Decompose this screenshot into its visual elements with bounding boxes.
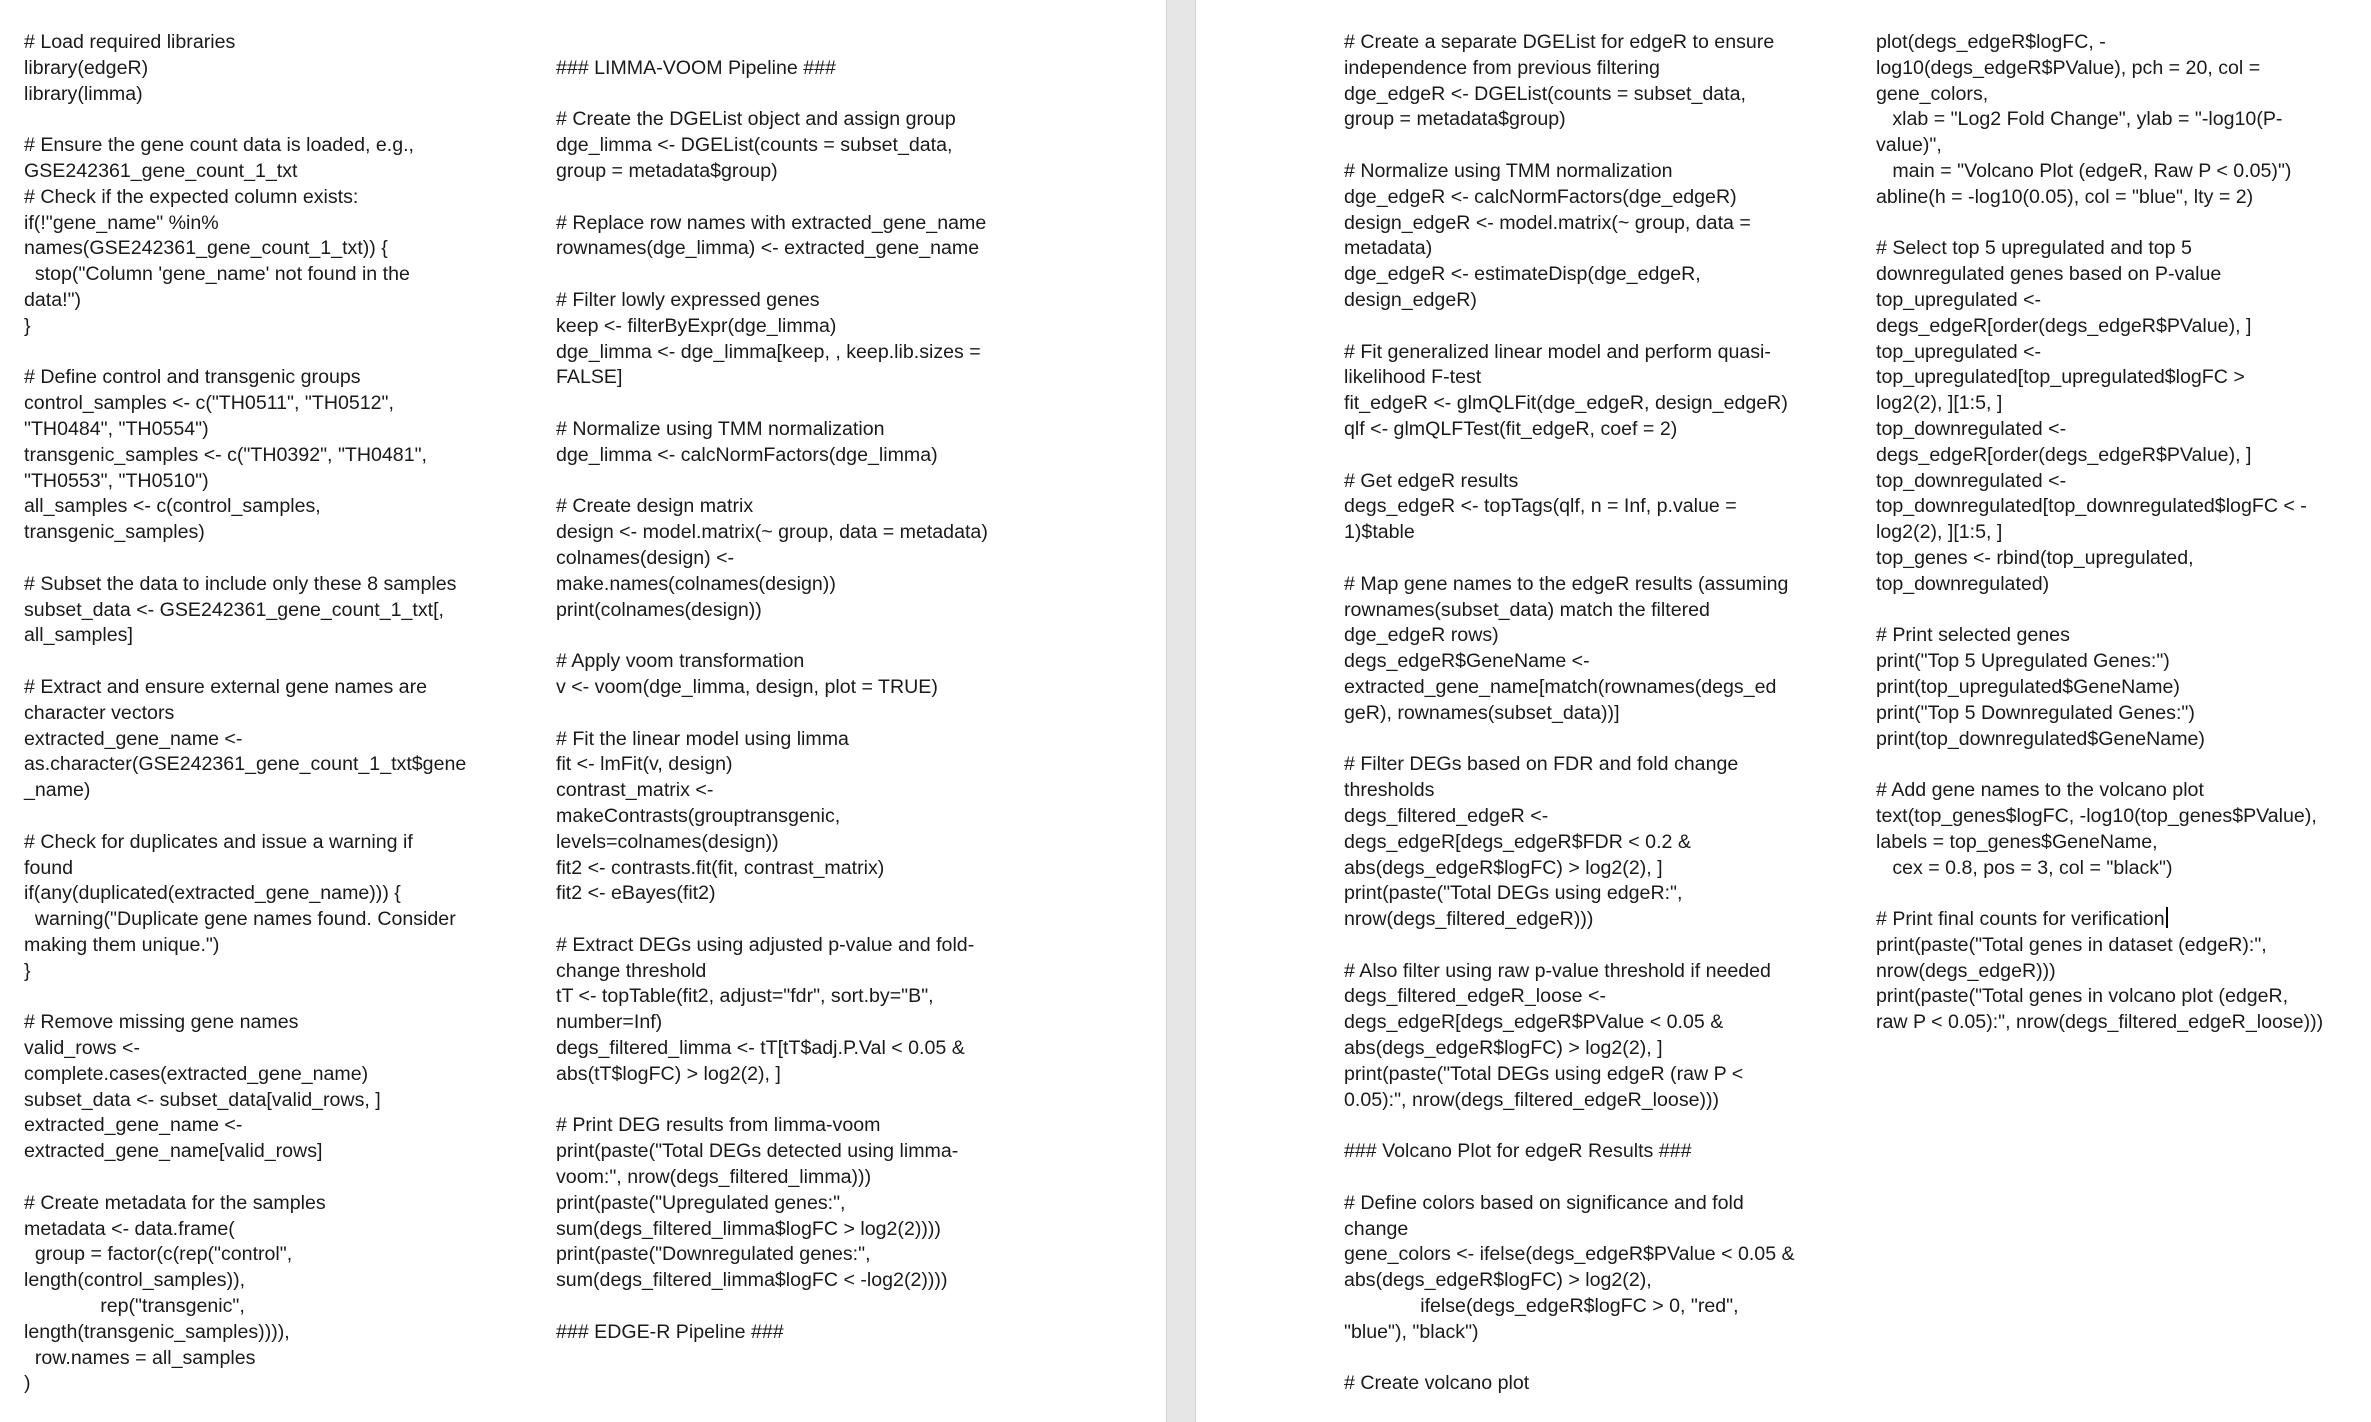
code-line: if(!"gene_name" %in% — [24, 211, 219, 234]
code-line: main = "Volcano Plot (edgeR, Raw P < 0.05)") — [1876, 159, 2292, 182]
code-line: degs_edgeR$GeneName <- — [1344, 650, 1590, 673]
code-line — [1344, 933, 1814, 959]
code-line: length(transgenic_samples)))), — [24, 1320, 290, 1343]
code-line: # Define colors based on significance and fold — [1344, 1191, 1744, 1214]
code-line: xlab = "Log2 Fold Change", ylab = "-log10(P- — [1876, 108, 2283, 131]
code-line: dge_edgeR rows) — [1344, 624, 1499, 647]
code-line — [1876, 598, 2346, 624]
code-line: top_downregulated[top_downregulated$logFC < - — [1876, 495, 2307, 518]
code-line: dge_edgeR <- estimateDisp(dge_edgeR, — [1344, 263, 1701, 286]
code-line — [24, 649, 494, 675]
code-line: _name) — [24, 779, 91, 802]
code-line: print(paste("Total genes in volcano plot (edgeR, — [1876, 985, 2289, 1008]
code-line: degs_edgeR[order(degs_edgeR$PValue), ] — [1876, 314, 2252, 337]
code-line: make.names(colnames(design)) — [556, 572, 836, 595]
code-line: independence from previous filtering — [1344, 56, 1660, 79]
code-line — [24, 804, 494, 830]
code-line: subset_data <- subset_data[valid_rows, ] — [24, 1088, 381, 1111]
code-line: log10(degs_edgeR$PValue), pch = 20, col = — [1876, 56, 2261, 79]
code-line — [556, 469, 1026, 495]
code-line: all_samples] — [24, 624, 133, 647]
code-line: character vectors — [24, 701, 175, 724]
code-line: print(paste("Total DEGs using edgeR:", — [1344, 882, 1683, 905]
code-line: # Extract and ensure external gene names are — [24, 675, 428, 698]
code-line: nrow(degs_filtered_edgeR))) — [1344, 908, 1594, 931]
code-line: plot(degs_edgeR$logFC, - — [1876, 31, 2106, 53]
code-line: # Fit the linear model using limma — [556, 727, 849, 750]
code-line: # Create volcano plot — [1344, 1372, 1530, 1395]
text-cursor — [2166, 907, 2168, 928]
code-line: levels=colnames(design)) — [556, 830, 779, 853]
code-line: design_edgeR) — [1344, 288, 1477, 311]
code-line: dge_limma <- DGEList(counts = subset_data, — [556, 134, 953, 157]
code-line: making them unique.") — [24, 933, 220, 956]
code-line: print(paste("Downregulated genes:", — [556, 1243, 871, 1266]
code-line: # Replace row names with extracted_gene_name — [556, 211, 987, 234]
code-line: stop("Column 'gene_name' not found in the — [24, 263, 410, 286]
code-line — [24, 340, 494, 366]
code-line: # Print final counts for verification — [1876, 907, 2346, 933]
text-column-2[interactable] — [556, 30, 1026, 1346]
code-line: # Create metadata for the samples — [24, 1191, 326, 1214]
code-line: thresholds — [1344, 779, 1435, 802]
code-line: abline(h = -log10(0.05), col = "blue", lty = 2) — [1876, 185, 2254, 208]
code-line: print(paste("Total DEGs detected using limma- — [556, 1140, 959, 1163]
text-column-3[interactable] — [1344, 30, 1814, 1397]
code-line — [1344, 1165, 1814, 1191]
code-line: top_downregulated <- — [1876, 469, 2067, 492]
code-line: library(edgeR) — [24, 56, 149, 79]
code-line: top_upregulated <- — [1876, 340, 2042, 363]
code-line: # Also filter using raw p-value threshold if needed — [1344, 959, 1771, 982]
code-line: abs(tT$logFC) > log2(2), ] — [556, 1062, 781, 1085]
code-line: change — [1344, 1217, 1409, 1240]
code-line — [556, 1088, 1026, 1114]
text-column-4[interactable] — [1876, 30, 2346, 1036]
code-line: print("Top 5 Downregulated Genes:") — [1876, 701, 2195, 724]
code-line: valid_rows <- — [24, 1037, 140, 1060]
code-line: extracted_gene_name[valid_rows] — [24, 1140, 323, 1163]
code-line: transgenic_samples <- c("TH0392", "TH0481", — [24, 443, 428, 466]
code-line: extracted_gene_name[match(rownames(degs_ed — [1344, 675, 1777, 698]
code-line: group = factor(c(rep("control", — [24, 1243, 293, 1266]
code-line: print(paste("Total genes in dataset (edgeR):", — [1876, 933, 2267, 956]
code-line: # Print DEG results from limma-voom — [556, 1114, 881, 1137]
code-line: data!") — [24, 288, 82, 311]
code-line: # Create a separate DGEList for edgeR to ensure — [1344, 31, 1775, 53]
code-line: likelihood F-test — [1344, 366, 1482, 389]
code-line: voom:", nrow(degs_filtered_limma))) — [556, 1166, 872, 1189]
code-line — [556, 82, 1026, 108]
code-line: sum(degs_filtered_limma$logFC > log2(2)))) — [556, 1217, 941, 1240]
code-line: GSE242361_gene_count_1_txt — [24, 159, 298, 182]
code-line: } — [24, 314, 31, 337]
code-line: ### EDGE-R Pipeline ### — [556, 1320, 784, 1343]
code-line: print(paste("Total DEGs using edgeR (raw P < — [1344, 1062, 1744, 1085]
code-line: # Remove missing gene names — [24, 1011, 299, 1034]
code-line: makeContrasts(grouptransgenic, — [556, 804, 841, 827]
code-line: tT <- topTable(fit2, adjust="fdr", sort.by="B", — [556, 985, 934, 1008]
code-line: "TH0484", "TH0554") — [24, 417, 209, 440]
code-line — [556, 30, 1026, 56]
code-line: fit <- lmFit(v, design) — [556, 753, 733, 776]
code-line — [556, 391, 1026, 417]
code-line — [1344, 1346, 1814, 1372]
text-column-1[interactable] — [24, 30, 494, 1397]
code-line: degs_edgeR[degs_edgeR$FDR < 0.2 & — [1344, 830, 1691, 853]
code-line: # Check if the expected column exists: — [24, 185, 359, 208]
code-line: # Extract DEGs using adjusted p-value and fold- — [556, 933, 975, 956]
code-line — [1876, 752, 2346, 778]
code-line — [556, 262, 1026, 288]
code-line: # Define control and transgenic groups — [24, 366, 361, 389]
code-line: if(any(duplicated(extracted_gene_name))) { — [24, 882, 401, 905]
code-line: gene_colors <- ifelse(degs_edgeR$PValue < 0.05 & — [1344, 1243, 1795, 1266]
code-line: print(colnames(design)) — [556, 598, 762, 621]
code-line: top_downregulated) — [1876, 572, 2050, 595]
code-line: dge_limma <- dge_limma[keep, , keep.lib.sizes = — [556, 340, 981, 363]
code-line: transgenic_samples) — [24, 521, 205, 544]
code-line: library(limma) — [24, 82, 143, 105]
page-gutter — [1166, 0, 1196, 1422]
code-line: rep("transgenic", — [24, 1295, 245, 1318]
code-line: metadata) — [1344, 237, 1433, 260]
code-line — [1876, 211, 2346, 237]
code-line: v <- voom(dge_limma, design, plot = TRUE) — [556, 675, 938, 698]
code-line: abs(degs_edgeR$logFC) > log2(2), ] — [1344, 1037, 1663, 1060]
code-line: metadata <- data.frame( — [24, 1217, 235, 1240]
code-line — [556, 907, 1026, 933]
code-line: colnames(design) <- — [556, 546, 735, 569]
code-line: # Normalize using TMM normalization — [556, 417, 885, 440]
code-line: } — [24, 959, 31, 982]
code-line: ) — [24, 1372, 31, 1395]
code-line: qlf <- glmQLFTest(fit_edgeR, coef = 2) — [1344, 417, 1678, 440]
code-line: rownames(subset_data) match the filtered — [1344, 598, 1710, 621]
code-line: # Subset the data to include only these 8 samples — [24, 572, 457, 595]
code-line: log2(2), ][1:5, ] — [1876, 392, 2003, 415]
code-line: top_downregulated <- — [1876, 417, 2067, 440]
code-line: # Add gene names to the volcano plot — [1876, 779, 2204, 802]
code-line: 0.05):", nrow(degs_filtered_edgeR_loose))) — [1344, 1088, 1720, 1111]
code-line: ### Volcano Plot for edgeR Results ### — [1344, 1140, 1692, 1163]
code-line: degs_filtered_edgeR <- — [1344, 804, 1549, 827]
code-line — [24, 984, 494, 1010]
code-line: abs(degs_edgeR$logFC) > log2(2), — [1344, 1269, 1652, 1292]
code-line: ### LIMMA-VOOM Pipeline ### — [556, 56, 836, 79]
code-line: # Ensure the gene count data is loaded, e.g., — [24, 134, 414, 157]
code-line: cex = 0.8, pos = 3, col = "black") — [1876, 856, 2173, 879]
document-page-left[interactable] — [0, 0, 1166, 1422]
code-line: number=Inf) — [556, 1011, 663, 1034]
code-line: top_upregulated[top_upregulated$logFC > — [1876, 366, 2245, 389]
code-line: found — [24, 856, 74, 879]
code-line: group = metadata$group) — [1344, 108, 1566, 131]
code-line: fit_edgeR <- glmQLFit(dge_edgeR, design_edgeR) — [1344, 392, 1788, 415]
code-line: degs_edgeR[order(degs_edgeR$PValue), ] — [1876, 443, 2252, 466]
code-line — [1344, 314, 1814, 340]
code-line — [1344, 443, 1814, 469]
code-line: # Fit generalized linear model and perform quasi- — [1344, 340, 1771, 363]
code-line: rownames(dge_limma) <- extracted_gene_name — [556, 237, 980, 260]
code-line: # Filter DEGs based on FDR and fold change — [1344, 753, 1739, 776]
code-line: "TH0553", "TH0510") — [24, 469, 209, 492]
code-line: length(control_samples)), — [24, 1269, 246, 1292]
code-line: top_genes <- rbind(top_upregulated, — [1876, 546, 2194, 569]
code-line — [556, 701, 1026, 727]
code-line: complete.cases(extracted_gene_name) — [24, 1062, 369, 1085]
code-line: degs_filtered_limma <- tT[tT$adj.P.Val < 0.05 & — [556, 1037, 965, 1060]
code-line: control_samples <- c("TH0511", "TH0512", — [24, 392, 394, 415]
code-line: # Check for duplicates and issue a warning if — [24, 830, 413, 853]
code-line: keep <- filterByExpr(dge_limma) — [556, 314, 837, 337]
code-line — [24, 546, 494, 572]
code-line: all_samples <- c(control_samples, — [24, 495, 321, 518]
code-line: degs_edgeR <- topTags(qlf, n = Inf, p.value = — [1344, 495, 1737, 518]
code-line: as.character(GSE242361_gene_count_1_txt$gene — [24, 753, 467, 776]
code-line: dge_limma <- calcNormFactors(dge_limma) — [556, 443, 938, 466]
code-line: FALSE] — [556, 366, 623, 389]
code-line: # Normalize using TMM normalization — [1344, 159, 1673, 182]
code-line — [556, 1294, 1026, 1320]
code-line: labels = top_genes$GeneName, — [1876, 830, 2158, 853]
code-line: print("Top 5 Upregulated Genes:") — [1876, 650, 2170, 673]
code-line: # Get edgeR results — [1344, 469, 1519, 492]
code-line: ifelse(degs_edgeR$logFC > 0, "red", — [1344, 1295, 1739, 1318]
code-line: extracted_gene_name <- — [24, 727, 243, 750]
code-line: # Create design matrix — [556, 495, 754, 518]
code-line: geR), rownames(subset_data))] — [1344, 701, 1620, 724]
code-line: # Select top 5 upregulated and top 5 — [1876, 237, 2192, 260]
code-line: # Filter lowly expressed genes — [556, 288, 820, 311]
code-line: dge_edgeR <- DGEList(counts = subset_data, — [1344, 82, 1746, 105]
code-line: dge_edgeR <- calcNormFactors(dge_edgeR) — [1344, 185, 1737, 208]
code-line: extracted_gene_name <- — [24, 1114, 243, 1137]
code-line: "blue"), "black") — [1344, 1320, 1479, 1343]
code-line: row.names = all_samples — [24, 1346, 256, 1369]
code-line: sum(degs_filtered_limma$logFC < -log2(2)))) — [556, 1269, 948, 1292]
code-line: subset_data <- GSE242361_gene_count_1_txt[, — [24, 598, 444, 621]
code-line: # Print selected genes — [1876, 624, 2070, 647]
code-line: contrast_matrix <- — [556, 779, 714, 802]
code-line: log2(2), ][1:5, ] — [1876, 521, 2003, 544]
document-page-right[interactable] — [1196, 0, 2371, 1422]
code-line — [1344, 133, 1814, 159]
code-line — [24, 107, 494, 133]
code-line: print(paste("Upregulated genes:", — [556, 1191, 846, 1214]
code-line: degs_filtered_edgeR_loose <- — [1344, 985, 1606, 1008]
code-line — [556, 185, 1026, 211]
code-line: # Apply voom transformation — [556, 650, 805, 673]
code-line: warning("Duplicate gene names found. Consider — [24, 908, 456, 931]
code-line: fit2 <- contrasts.fit(fit, contrast_matrix) — [556, 856, 885, 879]
code-line: degs_edgeR[degs_edgeR$PValue < 0.05 & — [1344, 1011, 1724, 1034]
code-line — [1344, 727, 1814, 753]
code-line — [556, 623, 1026, 649]
code-line: # Load required libraries — [24, 31, 236, 53]
code-line: gene_colors, — [1876, 82, 1989, 105]
code-line — [1876, 881, 2346, 907]
code-line: raw P < 0.05):", nrow(degs_filtered_edgeR_loose))) — [1876, 1011, 2324, 1034]
code-line: nrow(degs_edgeR))) — [1876, 959, 2056, 982]
code-line: design_edgeR <- model.matrix(~ group, data = — [1344, 211, 1751, 234]
code-line: fit2 <- eBayes(fit2) — [556, 882, 716, 905]
code-line: downregulated genes based on P-value — [1876, 263, 2222, 286]
code-line: # Map gene names to the edgeR results (assuming — [1344, 572, 1789, 595]
code-line: # Create the DGEList object and assign group — [556, 108, 956, 131]
code-line: value)", — [1876, 134, 1942, 157]
code-line: top_upregulated <- — [1876, 288, 2042, 311]
code-line: change threshold — [556, 959, 707, 982]
code-line: group = metadata$group) — [556, 159, 778, 182]
code-line — [1344, 546, 1814, 572]
code-line: print(top_downregulated$GeneName) — [1876, 727, 2205, 750]
code-line — [1344, 1113, 1814, 1139]
code-line: abs(degs_edgeR$logFC) > log2(2), ] — [1344, 856, 1663, 879]
code-line: 1)$table — [1344, 521, 1415, 544]
code-line: design <- model.matrix(~ group, data = metadata) — [556, 521, 988, 544]
code-line: text(top_genes$logFC, -log10(top_genes$PValue), — [1876, 804, 2317, 827]
code-line: print(top_upregulated$GeneName) — [1876, 675, 2180, 698]
code-line — [24, 1165, 494, 1191]
code-line: names(GSE242361_gene_count_1_txt)) { — [24, 237, 388, 260]
